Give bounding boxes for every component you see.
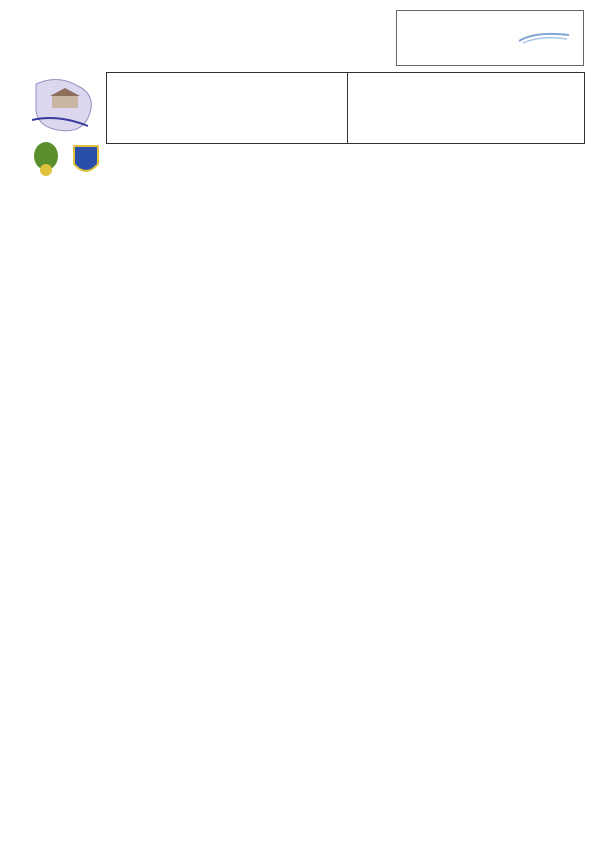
section-title: [78, 474, 554, 488]
preamble: [78, 252, 554, 368]
greeting: [78, 252, 554, 261]
article-paragraph: [78, 588, 554, 597]
closing-paragraph: [78, 623, 554, 632]
visa-line: [78, 283, 554, 292]
decision-object: [115, 86, 339, 95]
header-box: [106, 72, 585, 144]
visa-line: [78, 292, 554, 301]
signature-place-date: [300, 733, 554, 742]
department-label: [356, 96, 576, 105]
stamp-line: [402, 14, 578, 20]
considering-paragraph: [78, 359, 554, 368]
decision-date: [115, 77, 339, 86]
document-number: [78, 184, 554, 198]
visa-line: [78, 310, 554, 319]
header-right-cell: [348, 73, 584, 143]
document-title: [78, 162, 554, 182]
article-paragraph: [78, 553, 554, 562]
visa-line: [78, 319, 554, 328]
signature-block: [300, 733, 554, 766]
footer-reference: [440, 792, 554, 802]
visa-line: [78, 301, 554, 310]
header-left-cell: [107, 73, 348, 143]
republic-label: [356, 87, 576, 96]
transmission-stamp: [396, 10, 584, 66]
signatory-name: [300, 754, 554, 766]
stamp-logo-icon: [515, 27, 573, 47]
articles: [78, 518, 554, 632]
title-block: [78, 162, 554, 222]
document-subject: [78, 210, 554, 222]
article-paragraph: [78, 518, 554, 527]
visa-line: [78, 328, 554, 337]
commune-name: [356, 105, 576, 114]
